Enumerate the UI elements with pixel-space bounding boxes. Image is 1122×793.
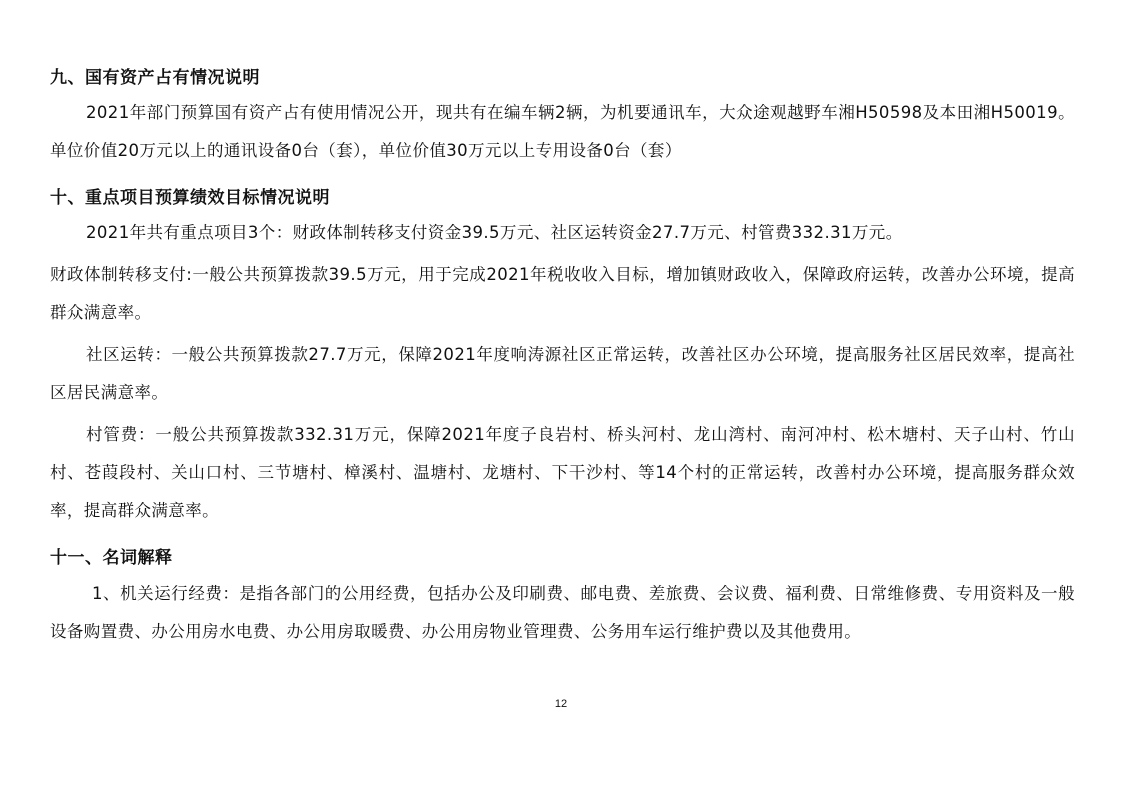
paragraph-asset-occupancy: 2021年部门预算国有资产占有使用情况公开，现共有在编车辆2辆，为机要通讯车，大众途观越野车湘H50598及本田湘H50019。单位价值20万元以上的通讯设备0台（套），单位价值30万元以上专用设备0台（套） xyxy=(50,103,1075,160)
paragraph-village-management-fee: 村管费：一般公共预算拨款332.31万元，保障2021年度子良岩村、桥头河村、龙山湾村、南河冲村、松木塘村、天子山村、竹山村、苍葭段村、关山口村、三节塘村、樟溪村、温塘村、龙塘村、下干沙村、等14个村的正常运转，改善村办公环境，提高服务群众效率，提高群众满意率。 xyxy=(50,425,1075,520)
paragraph-key-projects-summary: 2021年共有重点项目3个：财政体制转移支付资金39.5万元、社区运转资金27.7万元、村管费332.31万元。 xyxy=(86,223,903,242)
section-heading-ten: 十、重点项目预算绩效目标情况说明 xyxy=(50,188,330,208)
page-number: 12 xyxy=(554,698,568,710)
paragraph-fiscal-transfer: 财政体制转移支付:一般公共预算拨款39.5万元，用于完成2021年税收收入目标，增加镇财政收入，保障政府运转，改善办公环境，提高群众满意率。 xyxy=(50,265,1075,322)
section-heading-nine: 九、国有资产占有情况说明 xyxy=(50,68,260,88)
paragraph-term-definition: 1、机关运行经费：是指各部门的公用经费，包括办公及印刷费、邮电费、差旅费、会议费、福利费、日常维修费、专用资料及一般设备购置费、办公用房水电费、办公用房取暖费、办公用房物业管理费、公务用车运行维护费以及其他费用。 xyxy=(50,584,1075,641)
paragraph-community-operation: 社区运转：一般公共预算拨款27.7万元，保障2021年度响涛源社区正常运转，改善社区办公环境，提高服务社区居民效率，提高社区居民满意率。 xyxy=(50,345,1075,402)
section-heading-eleven: 十一、名词解释 xyxy=(50,548,173,568)
